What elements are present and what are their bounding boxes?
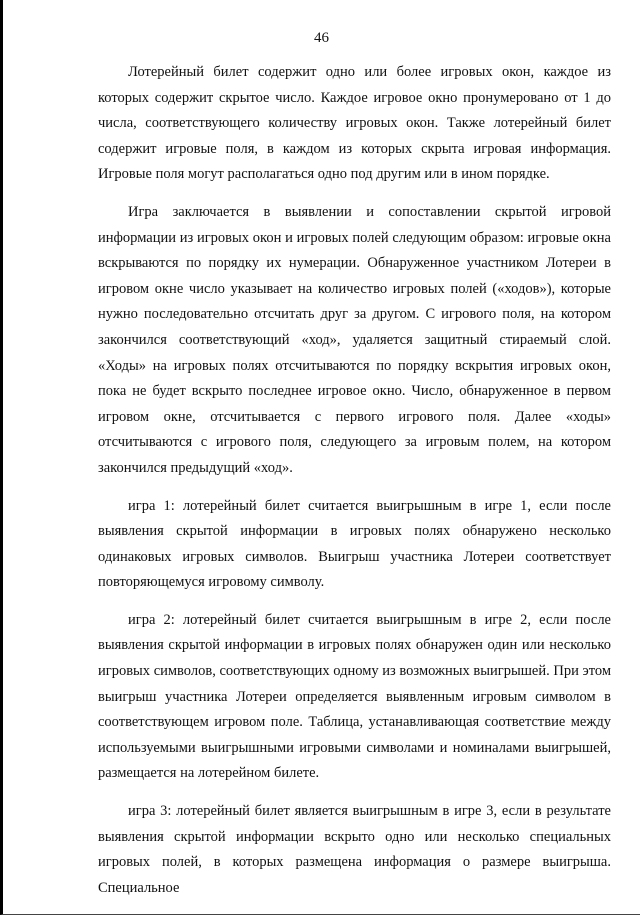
paragraph-game-rules: Игра заключается в выявлении и сопоставлении скрытой игровой информации из игровых окон и игровых полей следующим образом: игровые окна вскрываются по порядку их нумерации. Обнаруженное участником Лотереи в игровом окне число указывает на количество игровых полей («ходов»), которые нужно последовательно отсчитать друг за другом. С игрового поля, на котором закончился соответствующий «ход», удаляется защитный стираемый слой. «Ходы» на игровых полях отсчитываются по порядку вскрытия игровых окон, пока не будет вскрыто последнее игровое окно. Число, обнаруженное в первом игровом окне, отсчитывается с первого игрового поля. Далее «ходы» отсчитываются с игрового поля, следующего за игровым полем, на котором закончился предыдущий «ход».	[98, 203, 611, 476]
paragraph-ticket-structure: Лотерейный билет содержит одно или более игровых окон, каждое из которых содержит скрытое число. Каждое игровое окно пронумеровано от 1 до числа, соответствующего количеству игровых окон. Также лотерейный билет содержит игровые поля, в каждом из которых скрыта игровая информация. Игровые поля могут располагаться одно под другим или в ином порядке.	[98, 64, 611, 183]
paragraph-game-2: игра 2: лотерейный билет считается выигрышным в игре 2, если после выявления скрытой информации в игровых полях обнаружен один или несколько игровых символов, соответствующих одному из возможных выигрышей. При этом выигрыш участника Лотереи определяется выявленным игровым символом в соответствующем игровом поле. Таблица, устанавливающая соответствие между используемыми выигрышными игровыми символами и номиналами выигрышей, размещается на лотерейном билете.	[98, 611, 611, 782]
document-body	[98, 60, 611, 901]
paragraph-game-1: игра 1: лотерейный билет считается выигрышным в игре 1, если после выявления скрытой информации в игровых полях обнаружено несколько одинаковых игровых символов. Выигрыш участника Лотереи соответствует повторяющемуся игровому символу.	[98, 497, 611, 591]
page-number: 46	[314, 30, 329, 46]
paragraph-game-3: игра 3: лотерейный билет является выигрышным в игре 3, если в результате выявления скрытой информации вскрыто одно или несколько специальных игровых полей, в которых размещена информация о размере выигрыша. Специальное	[98, 803, 611, 896]
